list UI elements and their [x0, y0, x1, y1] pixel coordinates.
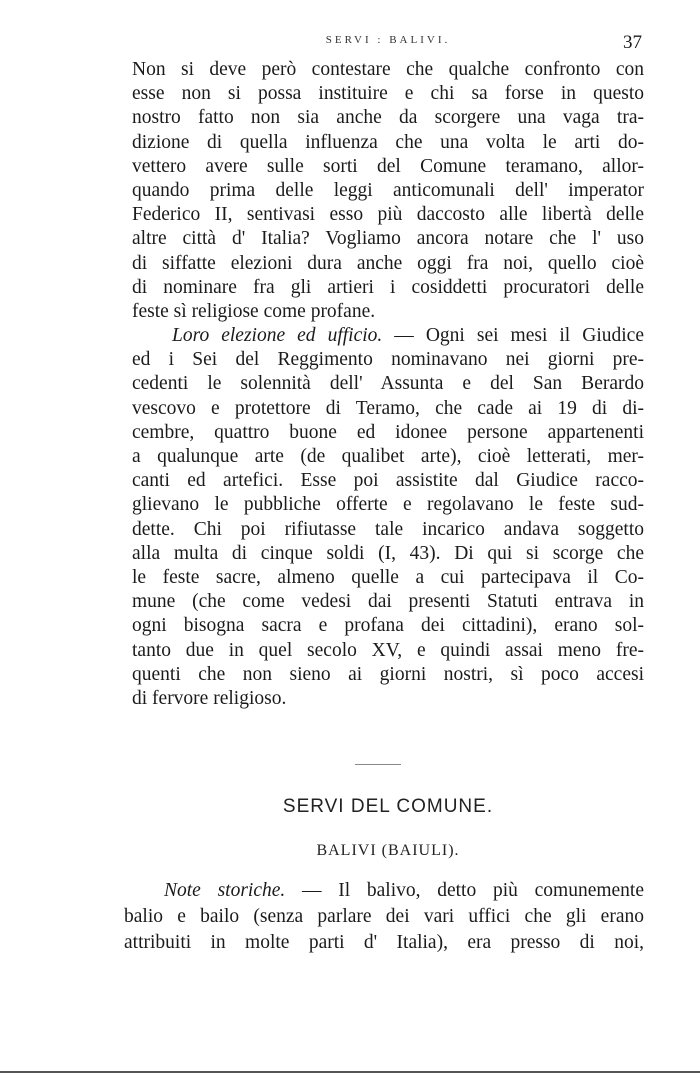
text-line: nostro fatto non sia anche da scorgere una vaga tra-	[132, 107, 644, 129]
text-line: quando prima delle leggi anticomunali dell' imperator	[132, 179, 644, 201]
text-line: Federico II, sentivasi esso più daccosto alle libertà delle	[132, 204, 644, 226]
text-line: vettero avere sulle sorti del Comune teramano, allor-	[132, 155, 644, 177]
text-line: dizione di quella influenza che una volta le arti do-	[132, 131, 644, 153]
text-line: cembre, quattro buone ed idonee persone appartenenti	[132, 421, 644, 443]
main-text-block	[132, 58, 644, 711]
text-line: ed i Sei del Reggimento nominavano nei giorni pre-	[132, 349, 644, 371]
text-line: esse non si possa instituire e chi sa forse in questo	[132, 83, 644, 105]
page-number: 37	[623, 32, 642, 53]
text-line: di fervore religioso.	[132, 687, 287, 709]
text-line: attribuiti in molte parti d' Italia), era presso di noi,	[124, 932, 644, 953]
text-line: di siffatte elezioni dura anche oggi fra noi, quello cioè	[132, 252, 644, 274]
paragraph-heading: Note storiche.	[164, 880, 286, 901]
text-line: feste sì religiose come profane.	[132, 300, 376, 322]
text-line: glievano le pubbliche offerte e regolavano le feste sud-	[132, 494, 644, 516]
text-line: a qualunque arte (de qualibet arte), cioè letterati, mer-	[132, 446, 644, 467]
paragraph-3-first-line	[124, 878, 644, 904]
text-line: Non si deve però contestare che qualche confronto con	[132, 59, 644, 80]
text-line: dette. Chi poi rifiutasse tale incarico andava soggetto	[132, 518, 644, 540]
text-line: balio e bailo (senza parlare dei vari uffici che gli erano	[124, 906, 644, 927]
text-line: canti ed artefici. Esse poi assistite dal Giudice racco-	[132, 470, 644, 492]
text-line: tanto due in quel secolo XV, e quindi assai meno fre-	[132, 639, 644, 661]
text-line: alla multa di cinque soldi (I, 43). Di qui si scorge che	[132, 542, 644, 564]
text-line: di nominare fra gli artieri i cosiddetti procuratori delle	[132, 276, 644, 298]
section-divider	[355, 764, 401, 765]
text-line: quenti che non sieno ai giorni nostri, sì poco accesi	[132, 663, 644, 685]
text-line: mune (che come vedesi dai presenti Statuti entrava in	[132, 591, 644, 613]
section-text-block	[124, 878, 644, 956]
section-title: SERVI DEL COMUNE.	[282, 796, 494, 817]
page-header	[132, 32, 644, 56]
text-line: ogni bisogna sacra e profana dei cittadini), erano sol-	[132, 615, 644, 637]
subsection-title: BALIVI (BAIULI).	[316, 842, 460, 859]
text-fragment: — Il balivo, detto più comunemente	[285, 880, 644, 901]
text-line: cedenti le solennità dell' Assunta e del San Berardo	[132, 373, 644, 395]
text-line: le feste sacre, almeno quelle a cui partecipava il Co-	[132, 566, 644, 588]
text-line: altre città d' Italia? Vogliamo ancora notare che l' uso	[132, 228, 644, 250]
text-line: vescovo e protettore di Teramo, che cade ai 19 di di-	[132, 397, 644, 419]
page-bottom-edge	[0, 1071, 700, 1073]
paragraph-heading: Loro elezione ed ufficio.	[172, 325, 383, 347]
paragraph-2-first-line	[132, 324, 644, 348]
running-head: SERVI : BALIVI.	[325, 34, 451, 46]
text-fragment: — Ogni sei mesi il Giudice	[382, 325, 644, 347]
